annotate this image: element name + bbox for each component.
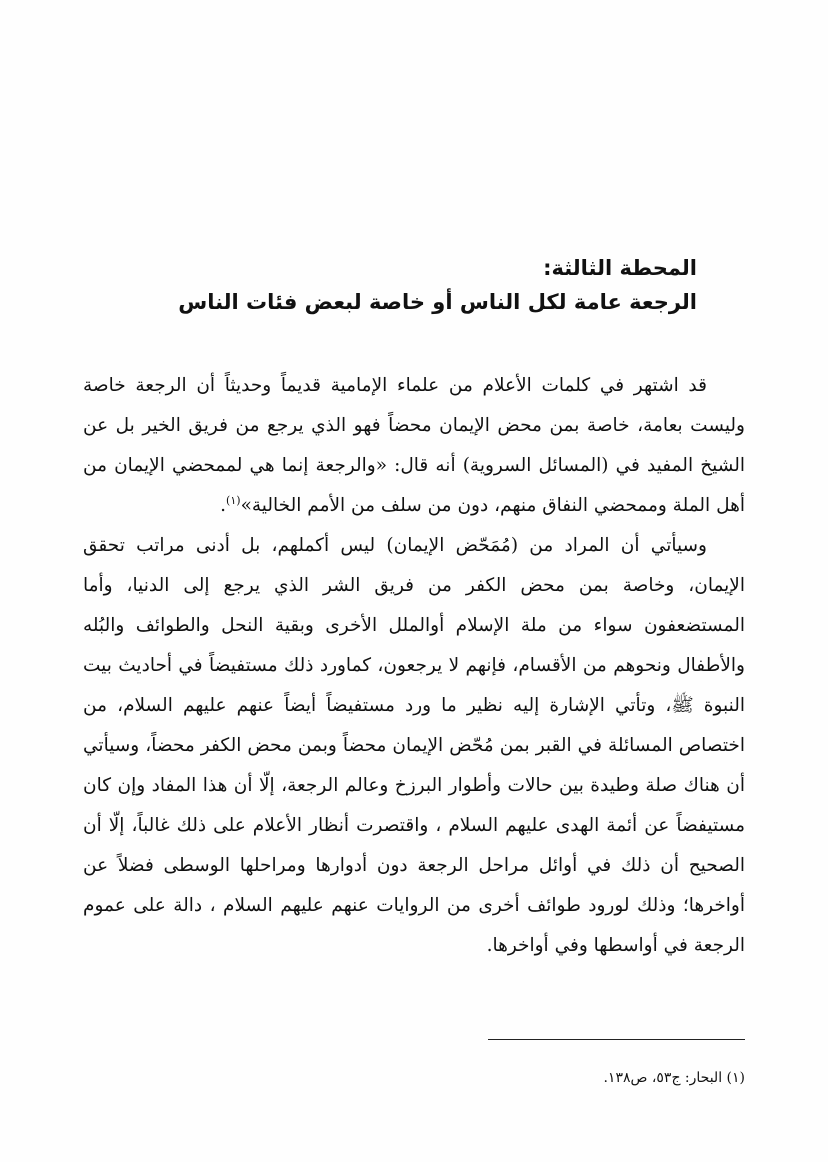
paragraph-1-tail: . [220,495,227,516]
book-page [83,0,745,1162]
section-label: المحطة الثالثة: [543,256,697,280]
paragraph-1-text: قد اشتهر في كلمات الأعلام من علماء الإمامية قديماً وحديثاً أن الرجعة خاصة وليست بعامة، خاصة بمن محض الإيمان محضاً فهو الذي يرجع من فريق الخير بل عن الشيخ المفيد في (المسائل السروية) أنه قال: «والرجعة إنما هي لممحضي الإيمان من أهل الملة وممحضي النفاق منهم، دون من سلف من الأمم الخالية» [83,375,745,516]
section-title: الرجعة عامة لكل الناس أو خاصة لبعض فئات الناس [178,290,697,314]
footnote-1: (١) البحار: ج٥٣، ص١٣٨. [603,1070,745,1086]
body-text [83,366,745,966]
paragraph-2 [83,526,745,966]
footnote-divider [488,1039,745,1040]
footnote-reference[interactable]: (١) [226,493,241,507]
paragraph-2-text: وسيأتي أن المراد من (مُمَحّض الإيمان) ليس أكملهم، بل أدنى مراتب تحقق الإيمان، وخاصة بمن محض الكفر من فريق الشر الذي يرجع إلى الدنيا، وأما المستضعفون سواء من ملة الإسلام أوالملل الأخرى وبقية النحل والطوائف والبُله والأطفال ونحوهم من الأقسام، فإنهم لا يرجعون، كماورد ذلك مستفيضاً في أحاديث بيت النبوة ﷺ، وتأتي الإشارة إليه نظير ما ورد مستفيضاً أيضاً عنهم عليهم السلام، من اختصاص المسائلة في القبر بمن مُحّض الإيمان محضاً وبمن محض الكفر محضاً، وسيأتي أن هناك صلة وطيدة بين حالات وأطوار البرزخ وعالم الرجعة، إلّا أن هذا المفاد وإن كان مستيفضاً عن أئمة الهدى عليهم السلام ، واقتصرت أنظار الأعلام على ذلك غالباً، إلّا أن الصحيح أن ذلك في أوائل مراحل الرجعة دون أدوارها ومراحلها الوسطى فضلاً عن أواخرها؛ وذلك لورود طوائف أخرى من الروايات عنهم عليهم السلام ، دالة على عموم الرجعة في أواسطها وفي أواخرها. [83,535,745,956]
paragraph-1 [83,366,745,526]
